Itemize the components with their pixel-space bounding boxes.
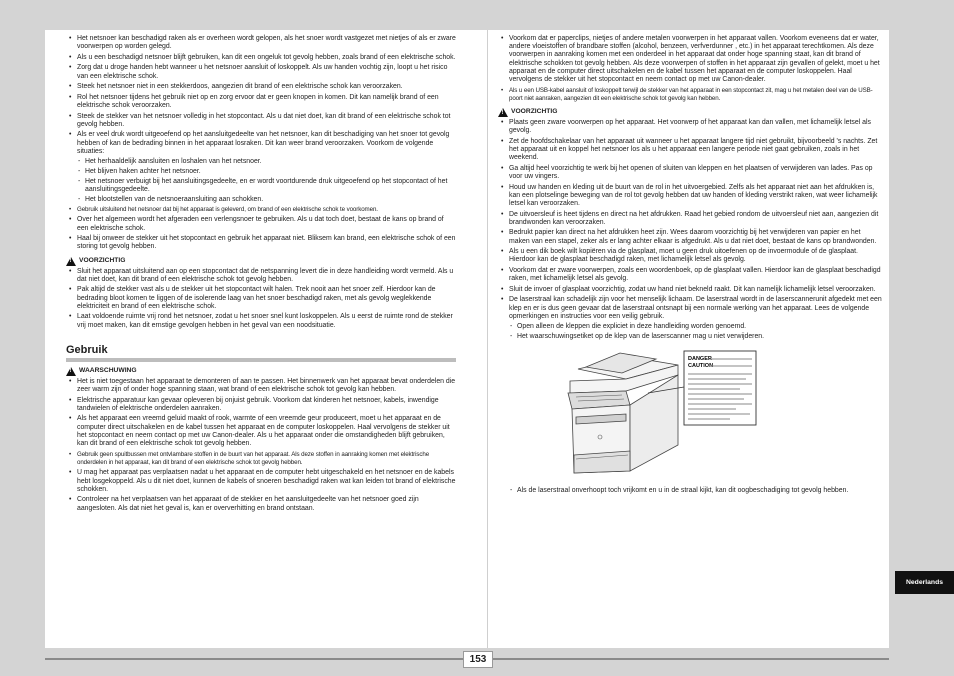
warning-triangle-icon — [66, 257, 76, 266]
warning-label: WAARSCHUWING — [79, 367, 137, 375]
list-item: • U mag het apparaat pas verplaatsen nadat u het apparaat en de computer hebt uitgeschakeld en het netsnoer en de kabels hebt losgekoppeld. Als u dit niet doet, kunnen de kabels of snoeren beschadigd raken wat kan leiden tot brand of elektrische schokken. — [66, 469, 456, 494]
list-item: • Als u een beschadigd netsnoer blijft gebruiken, kan dit een ongeluk tot gevolg hebben, zoals brand of een elektrische schok. — [66, 54, 456, 62]
list-item: • Gebruik geen spuitbussen met ontvlambare stoffen in de buurt van het apparaat. Als deze stoffen in aanraking komen met elektrische onderdelen in het apparaat, kan dit brand of een elektrische schok tot gevolg hebben. — [66, 451, 456, 467]
section-title: Gebruik — [66, 344, 456, 362]
list-item: • Steek de stekker van het netsnoer volledig in het stopcontact. Als u dat niet doet, kan dit brand of een elektrische schok tot gevolg hebben. — [66, 113, 456, 129]
list-item: • Houd uw handen en kleding uit de buurt van de rol in het uitvoergebied. Zelfs als het apparaat niet aan het afdrukken is, kan een plotselinge beweging van de rol tot gevolg hebben dat uw handen of kleding verstrikt raken, wat weer lichamelijk letsel kan veroorzaken. — [498, 184, 883, 209]
warning-triangle-icon — [498, 108, 508, 117]
list-item: • Als u een USB-kabel aansluit of loskoppelt terwijl de stekker van het apparaat in een stopcontact zit, mag u het metalen deel van de USB-poort niet aanraken, aangezien dit een elektrische schok tot gevolg kan hebben. — [498, 87, 883, 103]
caution-label: VOORZICHTIG — [511, 108, 558, 116]
list-item: • Het netsnoer kan beschadigd raken als er overheen wordt gelopen, als het snoer wordt vastgezet met nietjes of als er zware voorwerpen op worden gelegd. — [66, 35, 456, 51]
warning-triangle-icon — [66, 367, 76, 376]
laser-note-list — [498, 487, 883, 495]
list-item: • Gebruik uitsluitend het netsnoer dat bij het apparaat is geleverd, om brand of een elektrische schok te voorkomen. — [66, 206, 456, 214]
list-item: • Het is niet toegestaan het apparaat te demonteren of aan te passen. Het binnenwerk van het apparaat bevat onderdelen die zeer warm zijn of onder hoge spanning staan, wat brand of een elektrische schok tot gevolg kan hebben. — [66, 378, 456, 394]
list-item: • Als er veel druk wordt uitgeoefend op het aansluitgedeelte van het netsnoer, kan dit beschadiging van het snoer tot gevolg hebben of kan de bedrading binnen in het apparaat losraken. Dit kan weer brand veroorzaken. Voorkom de volgende situaties: — [66, 131, 456, 156]
warning-list — [66, 378, 456, 513]
sub-list-item: - Het waarschuwingsetiket op de klep van de laserscanner mag u niet verwijderen. — [498, 333, 883, 341]
list-item: • Voorkom dat er zware voorwerpen, zoals een woordenboek, op de glasplaat vallen. Hierdoor kan de glasplaat beschadigd raken, met lichamelijk letsel als gevolg. — [498, 267, 883, 283]
sub-list-item: - Het blijven haken achter het netsnoer. — [66, 168, 456, 176]
warning-heading — [66, 367, 456, 376]
column-divider — [487, 30, 488, 648]
sub-list-item: - Het herhaaldelijk aansluiten en loshalen van het netsnoer. — [66, 158, 456, 166]
list-item: • Over het algemeen wordt het afgeraden een verlengsnoer te gebruiken. Als u dat toch doet, bestaat de kans op brand of een elektrische schok. — [66, 216, 456, 232]
page-number: 153 — [463, 651, 493, 668]
left-column — [66, 35, 456, 515]
label-danger-text: DANGER — [688, 356, 712, 363]
caution-heading — [498, 108, 883, 117]
list-item: • Als het apparaat een vreemd geluid maakt of rook, warmte of een vreemde geur produceert, moet u het apparaat en de computer direct uitschakelen en de kabel tussen het apparaat en de computer loskoppelen. Haal vervolgens de stekker uit het stopcontact en neem contact op met uw Canon-dealer. Als u het apparaat onder die omstandigheden blijft gebruiken, kan dit brand of een elektrische schok tot gevolg hebben. — [66, 415, 456, 448]
sub-list-item: - Het netsnoer verbuigt bij het aansluitingsgedeelte, en er wordt voortdurende druk uitgeoefend op het stopcontact of het aansluitingsgedeelte. — [66, 178, 456, 194]
list-item: • Rol het netsnoer tijdens het gebruik niet op en zorg ervoor dat er geen knopen in komen. Dit kan namelijk brand of een elektrische schok veroorzaken. — [66, 94, 456, 110]
printer-illustration — [560, 347, 883, 480]
language-tab: Nederlands — [895, 571, 954, 594]
list-item: • Steek het netsnoer niet in een stekkerdoos, aangezien dit brand of een elektrische schok kan veroorzaken. — [66, 83, 456, 91]
foreign-objects-list — [498, 35, 883, 103]
list-item: • De uitvoersleuf is heet tijdens en direct na het afdrukken. Raad het gebied rondom de uitvoersleuf niet aan, aangezien dit brandwonden kan veroorzaken. — [498, 211, 883, 227]
sub-list-item: - Als de laserstraal onverhoopt toch vrijkomt en u in de straal kijkt, kan dit oogbeschadiging tot gevolg hebben. — [498, 487, 883, 495]
printer-laser-label-figure — [560, 347, 760, 477]
list-item: • Plaats geen zware voorwerpen op het apparaat. Het voorwerp of het apparaat kan dan vallen, met lichamelijk letsel als gevolg. — [498, 119, 883, 135]
power-cord-list — [66, 35, 456, 252]
caution-heading — [66, 257, 456, 266]
list-item: • Haal bij onweer de stekker uit het stopcontact en gebruik het apparaat niet. Bliksem kan brand, een elektrische schok of een storing tot gevolg hebben. — [66, 235, 456, 251]
sub-list-item: - Het blootstellen van de netsnoeraansluiting aan schokken. — [66, 196, 456, 204]
list-item: • Controleer na het verplaatsen van het apparaat of de stekker en het aansluitgedeelte van het netsnoer goed zijn aangesloten. Als dat niet het geval is, kan er oververhitting en brand ontstaan. — [66, 496, 456, 512]
list-item: • Pak altijd de stekker vast als u de stekker uit het stopcontact wilt halen. Trek nooit aan het snoer zelf. Hierdoor kan de bedrading bloot komen te liggen of de isolerende laag van het snoer beschadigd raken, met als gevolg weglekkende elektriciteit en brand of een elektrische schok. — [66, 286, 456, 311]
list-item: • Voorkom dat er paperclips, nietjes of andere metalen voorwerpen in het apparaat vallen. Voorkom eveneens dat er water, andere vloeistoffen of brandbare stoffen (alcohol, benzeen, verfverdunner , etc.) in het apparaat terechtkomen. Als deze voorwerpen in aanraking komen met een onderdeel in het apparaat dat onder hoge spanning staat, kan dit brand of elektrische schokken tot gevolg hebben. Als deze voorwerpen of stoffen in het apparaat zijn gevallen of gelekt, moet u het apparaat en de computer direct uitschakelen en de kabel tussen het apparaat en de computer loskoppelen. Haal vervolgens de stekker uit het stopcontact en neem contact op met uw Canon-dealer. — [498, 35, 883, 84]
caution-list — [66, 268, 456, 330]
list-item: • Laat voldoende ruimte vrij rond het netsnoer, zodat u het snoer snel kunt loskoppelen. Als u eerst de ruimte rond de stekker vrij moet maken, kan dit ernstige gevolgen hebben in het geval van een noodsituatie. — [66, 313, 456, 329]
right-column — [498, 35, 883, 496]
list-item: • Zet de hoofdschakelaar van het apparaat uit wanneer u het apparaat langere tijd niet gebruikt, bijvoorbeeld 's nachts. Zet het apparaat uit en koppel het netsnoer los als u het apparaat een langere periode niet gaat gebruiken, zoals in het weekend. — [498, 138, 883, 163]
list-item: • De laserstraal kan schadelijk zijn voor het menselijk lichaam. De laserstraal wordt in de laserscannerunit afgedekt met een klep en er is dus geen gevaar dat de laserstraal ontsnapt bij een normale werking van het apparaat. Lees de volgende opmerkingen en instructies voor een veilig gebruik. — [498, 296, 883, 321]
list-item: • Bedrukt papier kan direct na het afdrukken heet zijn. Wees daarom voorzichtig bij het verwijderen van papier en het maken van een stapel, zeker als er lang achter elkaar is afgedrukt. Als u dat niet doet, bestaat de kans op brandwonden. — [498, 229, 883, 245]
list-item: • Als u een dik boek wilt kopiëren via de glasplaat, moet u geen druk uitoefenen op de invoermodule of de glasplaat. Hierdoor kan de glasplaat beschadigd raken, met lichamelijk letsel als gevolg. — [498, 248, 883, 264]
caution-list — [498, 119, 883, 341]
list-item: • Ga altijd heel voorzichtig te werk bij het openen of sluiten van kleppen en het plaatsen of verwijderen van lades. Pas op voor uw vingers. — [498, 165, 883, 181]
list-item: • Sluit het apparaat uitsluitend aan op een stopcontact dat de netspanning levert die in deze handleiding wordt vermeld. Als u dat niet doet, kan dit brand of een elektrische schok tot gevolg hebben. — [66, 268, 456, 284]
sub-list-item: - Open alleen de kleppen die expliciet in deze handleiding worden genoemd. — [498, 323, 883, 331]
list-item: • Zorg dat u droge handen hebt wanneer u het netsnoer aansluit of loskoppelt. Als uw handen vochtig zijn, loopt u het risico van een elektrische schok. — [66, 64, 456, 80]
list-item: • Elektrische apparatuur kan gevaar opleveren bij onjuist gebruik. Voorkom dat kinderen het netsnoer, kabels, inwendige tandwielen of elektrische onderdelen aanraken. — [66, 397, 456, 413]
caution-label: VOORZICHTIG — [79, 256, 126, 264]
list-item: • Sluit de invoer of glasplaat voorzichtig, zodat uw hand niet bekneld raakt. Dit kan namelijk lichamelijk letsel veroorzaken. — [498, 286, 883, 294]
label-caution-text: CAUTION — [688, 363, 714, 370]
